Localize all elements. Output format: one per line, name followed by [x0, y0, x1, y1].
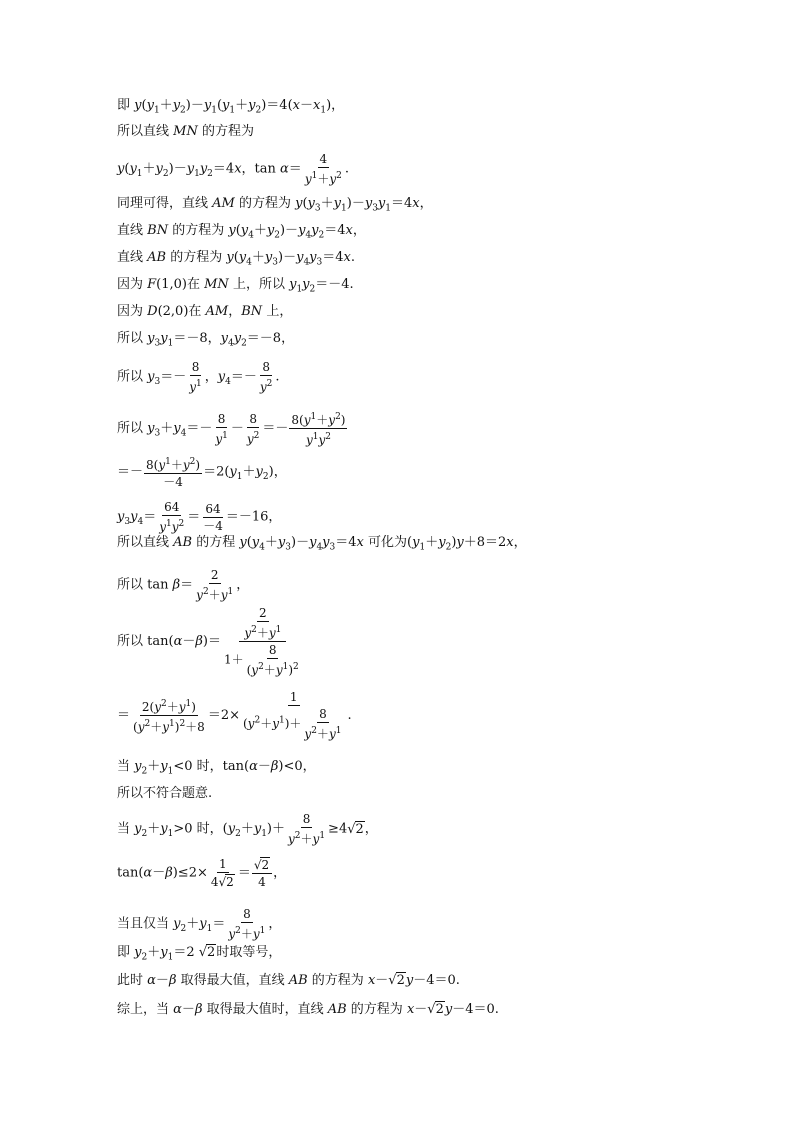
line-4: 同理可得，直线 AM 的方程为 $y(y_3+y_1)-y_3y_1=4x$，: [117, 196, 433, 214]
line-16: 所以 tan(α－β)＝ $\frac{2}{y^2+y^1}$ 1＋ $\frac{8}{(y^2+y^1)^2}$: [117, 606, 299, 677]
line-22: 当且仅当 $y_2+y_1=$ $\frac{8}{y^2+y^1}$ ，: [117, 907, 282, 941]
line-14: 所以直线 AB 的方程 $y(y_4+y_3)-y_4y_3=4x$ 可化为$(y_1+y_2)y+8=2x$，: [117, 535, 527, 553]
line-17: ＝ $\frac{2(y^2+y^1)}{(y^2+y^1)^2+8}$ ＝2× 1 $(y^2+y^1)+$ $\frac{8}{y^2+y^1}$ .: [117, 690, 352, 741]
line-7: 因为 F(1,0)在 MN 上，所以 $y_1y_2=-4$.: [117, 277, 354, 295]
line-12: ＝－ $\frac{8(y^1+y^2)}{-4}$ $=2(y_1+y_2)$，: [117, 457, 287, 489]
line-25: 综上，当 α－β 取得最大值时，直线 AB 的方程为 x－√2y－4＝0.: [117, 1002, 499, 1017]
line-20: 当 $y_2+y_1>0$ 时，$(y_2+y_1)+$ $\frac{8}{y^2+y^1}$ ≥4√2，: [117, 812, 378, 846]
line-5: 直线 BN 的方程为 $y(y_4+y_2)-y_4y_2=4x$，: [117, 223, 366, 241]
line-6: 直线 AB 的方程为 $y(y_4+y_3)-y_4y_3=4x$.: [117, 250, 356, 268]
line-2: 所以直线 MN 的方程为: [117, 124, 254, 139]
line-9: 所以 $y_3y_1=-8$，$y_4y_2=-8$，: [117, 331, 295, 349]
line-15: 所以 tan β＝ $\frac{2}{y^2+y^1}$ ，: [117, 568, 250, 602]
line-3: $y(y_1+y_2)-y_1y_2=4x$，tan α＝ $\frac{4}{y^1+y^2}$ .: [117, 152, 349, 186]
line-19: 所以不符合题意.: [117, 786, 213, 801]
line-11: 所以 $y_3+y_4=-$ $\frac{8}{y^1}$ － $\frac{8}{y^2}$ ＝－ $\frac{8(y^1+y^2)}{y^1y^2}$: [117, 411, 346, 447]
line-8: 因为 D(2,0)在 AM，BN 上，: [117, 304, 293, 319]
line-21: tan(α－β)≤2× $\frac{1}{4√2}$ ＝ $\frac{√2}{4}$ ，: [117, 857, 287, 889]
line-10: 所以 $y_3=-$ $\frac{8}{y^1}$ ，$y_4=-$ $\frac{8}{y^2}$ .: [117, 360, 280, 394]
line-24: 此时 α－β 取得最大值，直线 AB 的方程为 x－√2y－4＝0.: [117, 973, 460, 988]
line-1: 即 $y(y_1+y_2)-y_1(y_1+y_2)=4(x-x_1)$，: [117, 98, 345, 116]
line-13: $y_3y_4=$ $\frac{64}{y^1y^2}$ ＝ $\frac{64}{-4}$ ＝－16，: [117, 500, 282, 534]
line-18: 当 $y_2+y_1<0$ 时，tan(α－β)<0，: [117, 759, 316, 777]
line-23: 即 $y_2+y_1=2$ √2时取等号，: [117, 945, 282, 963]
